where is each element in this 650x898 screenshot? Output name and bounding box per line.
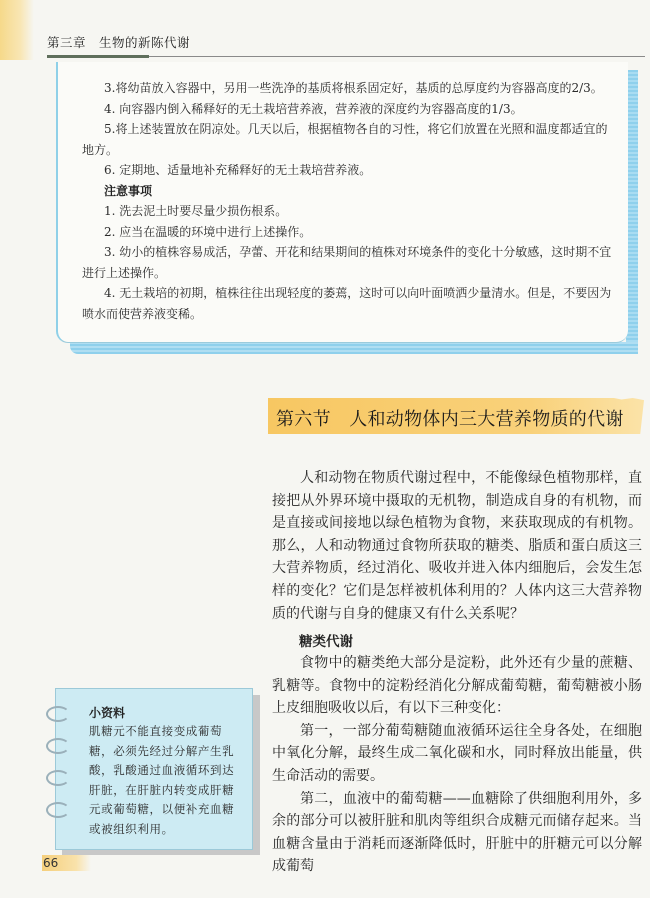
note-2: 2. 应当在温暖的环境中进行上述操作。 [104, 224, 312, 239]
note-3: 3. 幼小的植株容易成活，孕蕾、开花和结果期间的植株对环境条件的变化十分敏感，这时期不宜进行上述操作。 [82, 245, 612, 280]
side-note-title: 小资料 [89, 706, 126, 720]
binder-ring-icon [46, 706, 70, 722]
page-number: 66 [42, 855, 91, 871]
step-4: 4. 向容器内倒入稀释好的无土栽培营养液，营养液的深度约为容器高度的1/3。 [104, 101, 523, 116]
experiment-box-shadow-bottom [70, 342, 638, 354]
page-edge-decoration [0, 0, 34, 60]
binder-ring-icon [46, 802, 70, 818]
step-5: 5.将上述装置放在阴凉处。几天以后，根据植物各自的习性，将它们放置在光照和温度都适宜的地方。 [82, 122, 608, 157]
subheading-sugar-metabolism: 糖类代谢 [299, 634, 353, 650]
paragraph: 第一，一部分葡萄糖随血液循环运往全身各处，在细胞中氧化分解，最终生成二氧化碳和水，同时释放出能量，供生命活动的需要。 [272, 722, 642, 784]
intro-paragraph: 人和动物在物质代谢过程中，不能像绿色植物那样，直接把从外界环境中摄取的无机物，制造成自身的有机物，而是直接或间接地以绿色植物为食物，来获取现成的有机物。那么，人和动物通过食物所获取的糖类、脂质和蛋白质这三大营养物质，经过消化、吸收并进入体内细胞后，会发生怎样的变化？它们是怎样被机体利用的？人体内这三大营养物质的代谢与自身的健康又有什么关系呢？ [272, 470, 642, 622]
running-header [47, 33, 645, 57]
paragraph: 第二，血液中的葡萄糖——血糖除了供细胞利用外，多余的部分可以被肝脏和肌肉等组织合成糖元而储存起来。当血糖含量由于消耗而逐渐降低时，肝脏中的肝糖元可以分解成葡萄 [272, 790, 642, 875]
sugar-metabolism-text [272, 652, 642, 878]
header-rule [47, 56, 645, 57]
paragraph: 食物中的糖类绝大部分是淀粉，此外还有少量的蔗糖、乳糖等。食物中的淀粉经消化分解成葡萄糖，葡萄糖被小肠上皮细胞吸收以后，有以下三种变化： [272, 655, 642, 717]
step-3: 3.将幼苗放入容器中，另用一些洗净的基质将根系固定好，基质的总厚度约为容器高度的2/3。 [104, 81, 603, 95]
binder-ring-icon [46, 770, 70, 786]
note-4: 4. 无土栽培的初期，植株往往出现轻度的萎蔫，这时可以向叶面喷洒少量清水。但是，不要因为喷水而使营养液变稀。 [82, 286, 612, 321]
note-1: 1. 洗去泥土时要尽量少损伤根系。 [104, 204, 288, 218]
experiment-content [82, 78, 612, 324]
chapter-title: 第三章 生物的新陈代谢 [47, 35, 191, 50]
notes-heading: 注意事项 [104, 183, 153, 198]
step-6: 6. 定期地、适量地补充稀释好的无土栽培营养液。 [104, 163, 372, 177]
binder-ring-icon [46, 738, 70, 754]
section-title: 第六节 人和动物体内三大营养物质的代谢 [276, 409, 624, 430]
side-note-body: 肌糖元不能直接变成葡萄糖，必须先经过分解产生乳酸，乳酸通过血液循环到达肝脏，在肝脏内转变成肝糖元或葡萄糖，以便补充血糖或被组织利用。 [89, 724, 235, 836]
section-intro [272, 467, 642, 625]
